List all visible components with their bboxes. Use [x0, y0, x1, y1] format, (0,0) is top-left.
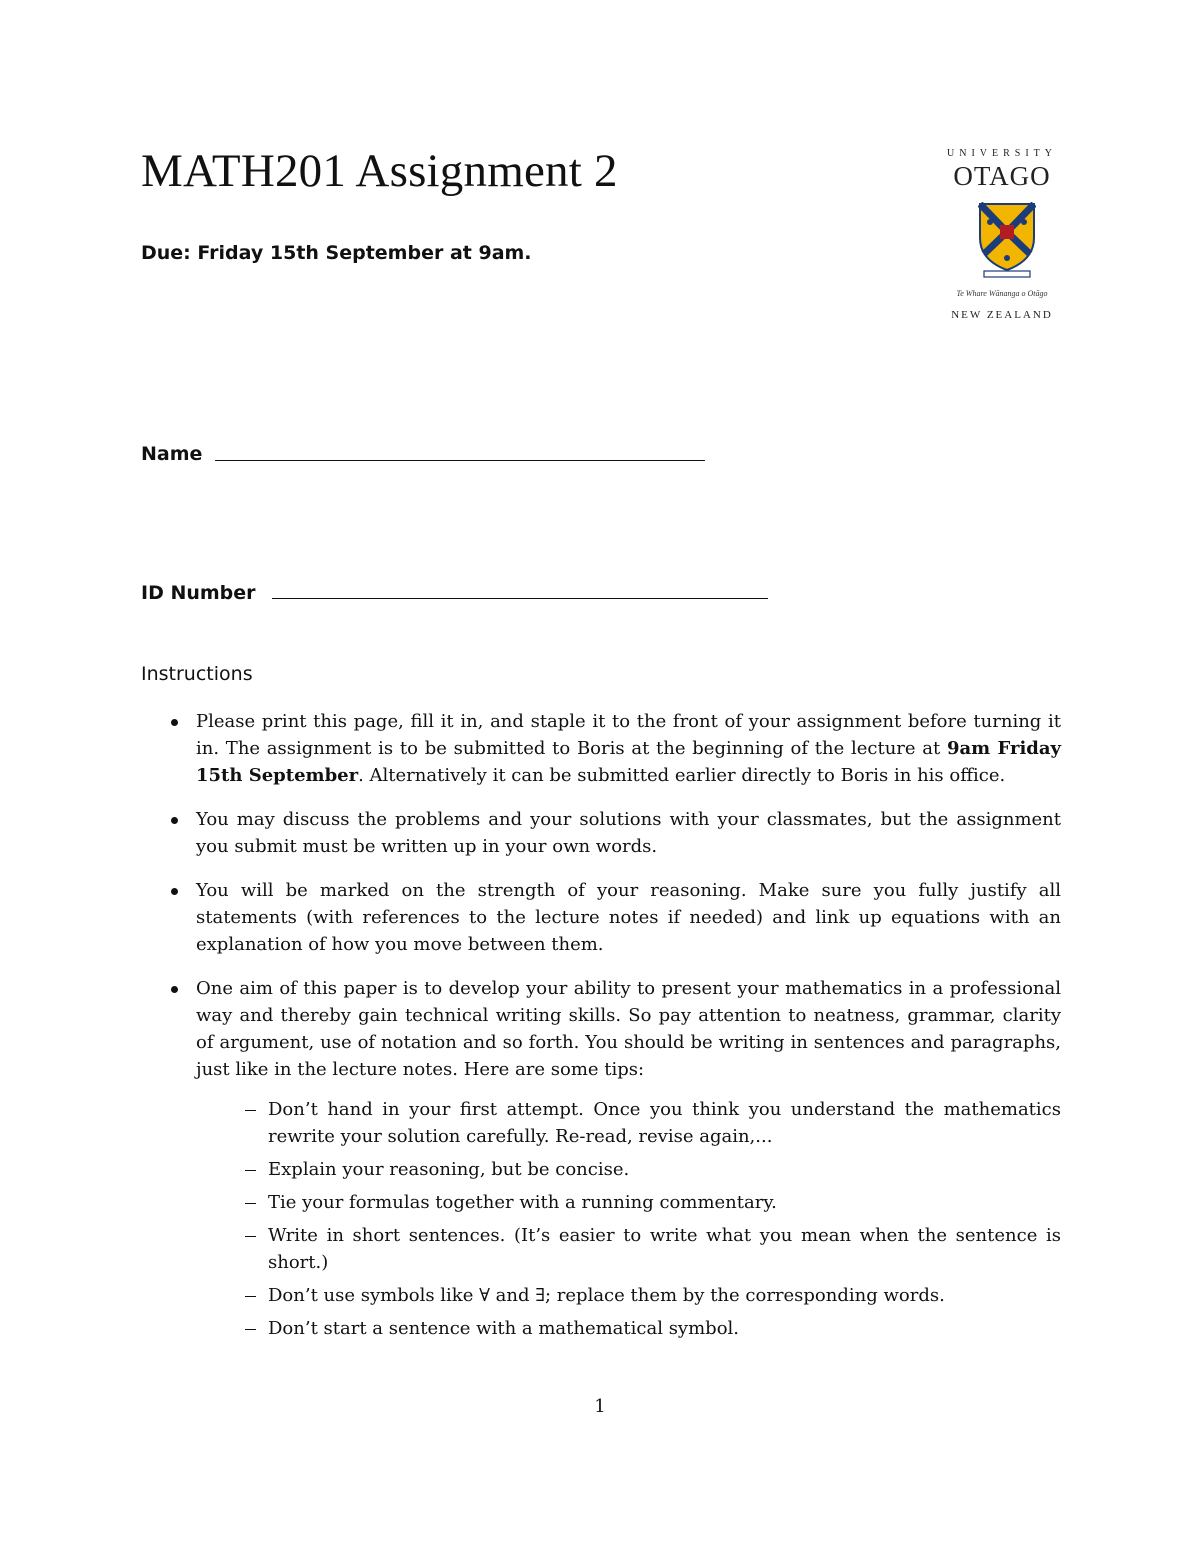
university-logo [940, 146, 1070, 326]
tip-item: Tie your formulas together with a running commentary. [242, 1189, 1061, 1216]
dash-icon [245, 1170, 256, 1171]
name-label: Name [141, 443, 203, 465]
tip-item: Don’t hand in your first attempt. Once you think you understand the mathematics rewrite your solution carefully. Re-read, revise again,... [242, 1096, 1061, 1150]
dash-icon [245, 1329, 256, 1330]
bullet-icon [171, 817, 178, 824]
dash-icon [245, 1296, 256, 1297]
bullet-icon [171, 888, 178, 895]
tip-item: Don’t use symbols like ∀ and ∃; replace them by the corresponding words. [242, 1282, 1061, 1309]
dash-icon [245, 1203, 256, 1204]
tip-item: Explain your reasoning, but be concise. [242, 1156, 1061, 1183]
id-number-label: ID Number [141, 582, 256, 604]
logo-otago-text: OTAGO [953, 161, 1051, 191]
deadline-emphasis: 9am Friday 15th September [196, 738, 1061, 786]
name-field-line[interactable] [215, 460, 705, 461]
list-item: You may discuss the problems and your solutions with your classmates, but the assignment you submit must be written up in your own words. [141, 806, 1061, 860]
due-date: Due: Friday 15th September at 9am. [141, 242, 532, 264]
tip-item: Write in short sentences. (It’s easier to write what you mean when the sentence is short.) [242, 1222, 1061, 1276]
instructions-list [141, 708, 1061, 1359]
logo-country-text: NEW ZEALAND [951, 309, 1053, 321]
tip-item: Don’t start a sentence with a mathematical symbol. [242, 1315, 1061, 1342]
bullet-icon [171, 719, 178, 726]
tips-list [196, 1096, 1061, 1342]
instructions-heading: Instructions [141, 663, 253, 685]
list-item: You will be marked on the strength of your reasoning. Make sure you fully justify all statements (with references to the lecture notes if needed) and link up equations with an explanation of how you move between them. [141, 877, 1061, 958]
logo-university-text: UNIVERSITY [947, 148, 1057, 159]
bullet-icon [171, 986, 178, 993]
crest-icon [978, 202, 1036, 278]
dash-icon [245, 1110, 256, 1111]
dash-icon [245, 1236, 256, 1237]
logo-maori-text: Te Whare Wānanga o Otāgo [956, 289, 1048, 298]
list-item: One aim of this paper is to develop your ability to present your mathematics in a professional way and thereby gain technical writing skills. So pay attention to neatness, grammar, clarity of argument, use of notation and so forth. You should be writing in sentences and paragraphs, just like in the lecture notes. Here are some tips: Don’t hand in your first attempt. Once you think you understand the mathematics rewrite your solution carefully. Re-read, revise again,... Explain your reasoning, but be concise. Tie your formulas together with a running commentary. Write in short sentences. (It’s easier to write what you mean when the sentence is short.) Don’t use symbols like ∀ and ∃; replace them by the corresponding words. Don’t start a sentence with a mathematical symbol. [141, 975, 1061, 1342]
id-number-field-line[interactable] [272, 598, 768, 599]
list-item: Please print this page, fill it in, and staple it to the front of your assignment before turning it in. The assignment is to be submitted to Boris at the beginning of the lecture at 9am Friday 15th September. Alternatively it can be submitted earlier directly to Boris in his office. [141, 708, 1061, 789]
page-number: 1 [594, 1396, 606, 1417]
page-title: MATH201 Assignment 2 [141, 145, 618, 197]
